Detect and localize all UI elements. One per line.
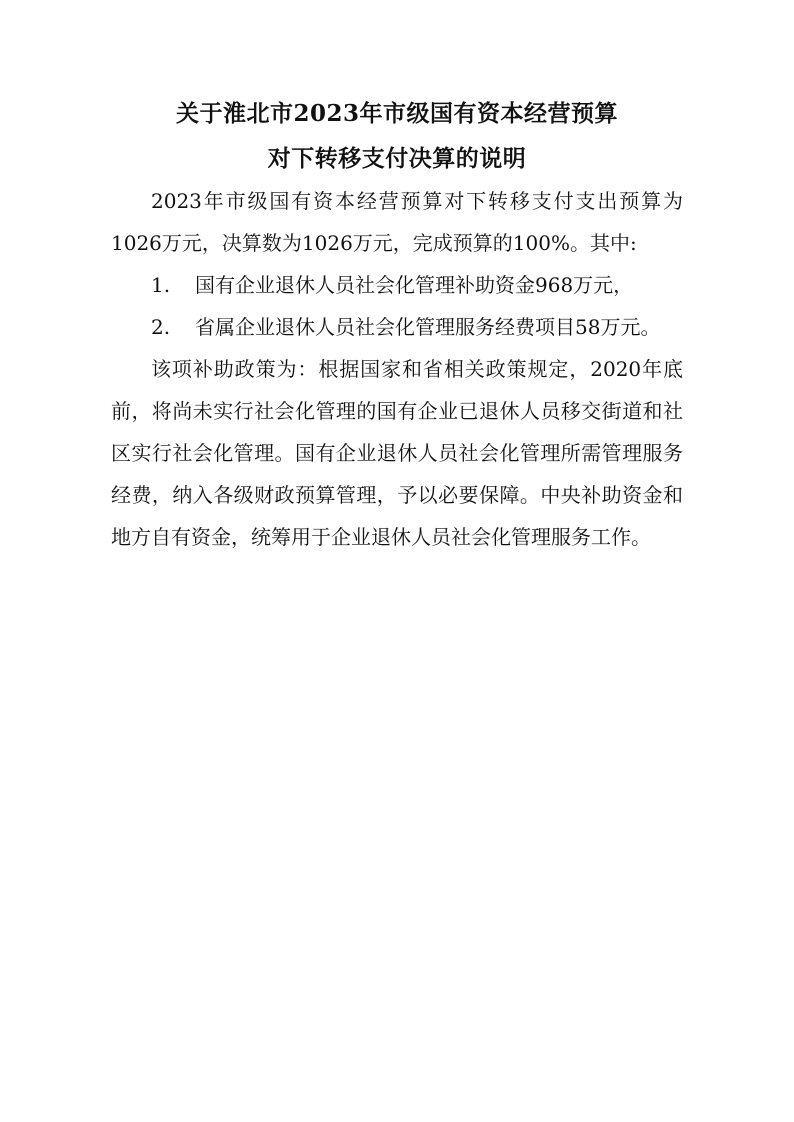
list-item xyxy=(111,264,683,306)
list-item-text: 省属企业退休人员社会化管理服务经费项目58万元。 xyxy=(195,315,661,339)
intro-paragraph: 2023年市级国有资本经营预算对下转移支付支出预算为1026万元，决算数为1026万元，完成预算的100%。其中: xyxy=(111,189,683,255)
list-item xyxy=(111,306,683,348)
policy-paragraph: 该项补助政策为：根据国家和省相关政策规定，2020年底前，将尚未实行社会化管理的国有企业已退休人员移交街道和社区实行社会化管理。国有企业退休人员社会化管理所需管理服务经费，纳入各级财政预算管理，予以必要保障。中央补助资金和地方自有资金，统筹用于企业退休人员社会化管理服务工作。 xyxy=(111,357,683,549)
document-title-line-2: 对下转移支付决算的说明 xyxy=(267,145,527,172)
list-item-number: 2. xyxy=(151,315,171,339)
list-item-text: 国有企业退休人员社会化管理补助资金968万元， xyxy=(195,273,634,297)
document-body xyxy=(111,180,683,558)
list-item-number: 1. xyxy=(151,273,171,297)
document-title-line-1: 关于淮北市2023年市级国有资本经营预算 xyxy=(175,100,618,127)
